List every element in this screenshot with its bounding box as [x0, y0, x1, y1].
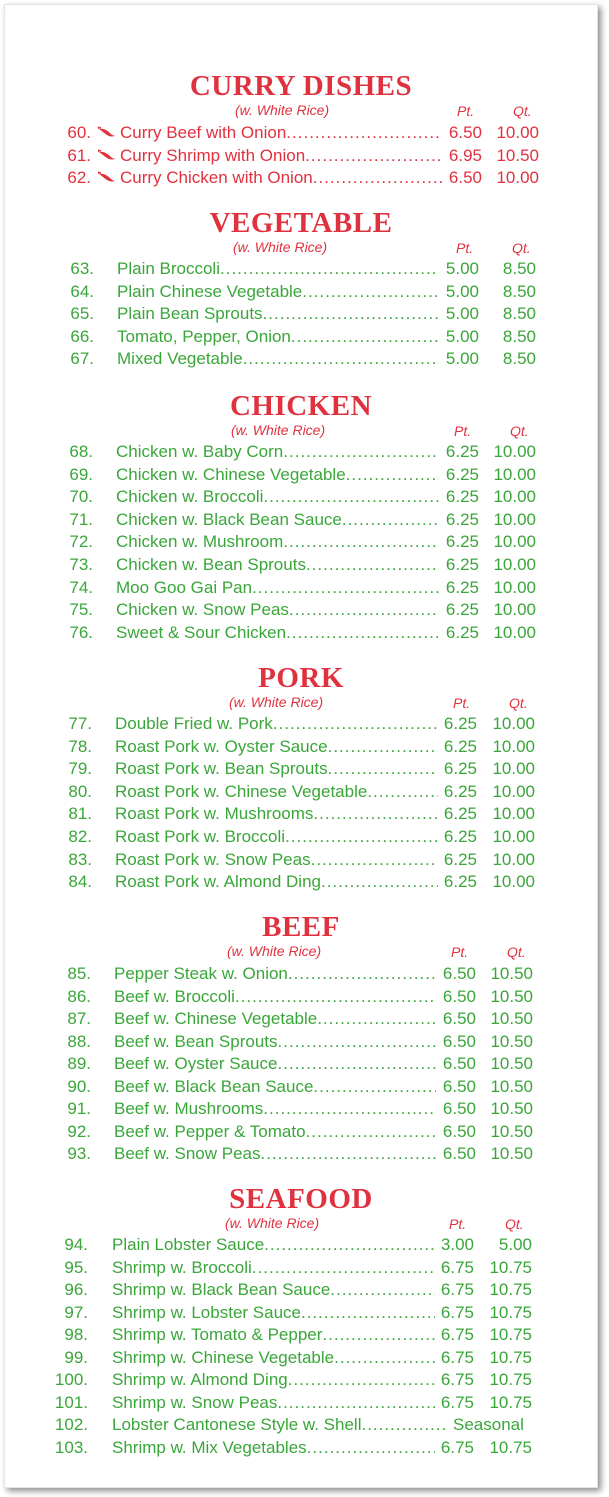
- pint-price: 6.95: [448, 145, 482, 165]
- pint-price: 6.75: [440, 1325, 474, 1344]
- item-name: Chicken w. Snow Peas: [116, 600, 289, 620]
- menu-item-row: [5, 849, 597, 871]
- dot-leader: [264, 1234, 435, 1256]
- pint-price: 6.50: [448, 123, 482, 142]
- item-number: 101.: [54, 1392, 88, 1412]
- dot-leader: [305, 145, 442, 167]
- dot-leader: [321, 871, 438, 893]
- dot-leader: [334, 1347, 435, 1369]
- item-name: Roast Pork w. Broccoli: [115, 827, 286, 846]
- quart-header: Qt.: [512, 240, 531, 256]
- item-number: 95.: [64, 1257, 88, 1277]
- item-number: 62.: [67, 168, 91, 187]
- pint-price: 6.25: [445, 442, 479, 461]
- menu-item-row: [5, 281, 597, 303]
- pint-price: 5.00: [445, 259, 479, 278]
- pint-price: 5.00: [445, 326, 479, 346]
- quart-price: 10.00: [493, 600, 536, 620]
- item-number: 71.: [69, 509, 93, 529]
- quart-header: Qt.: [507, 944, 526, 960]
- menu-item-row: [5, 122, 597, 144]
- menu-item-row: [5, 554, 597, 576]
- item-name: Beef w. Mushrooms: [114, 1099, 264, 1118]
- item-name: Roast Pork w. Bean Sprouts: [115, 759, 328, 779]
- item-number: 60.: [67, 123, 91, 142]
- seasonal-price: Seasonal: [453, 1415, 524, 1434]
- quart-price: 10.00: [492, 759, 535, 779]
- pint-header: Pt.: [457, 103, 475, 119]
- pint-price: 6.25: [443, 804, 477, 824]
- section-subtitle: (w. White Rice): [229, 694, 324, 710]
- pint-price: 6.25: [443, 781, 477, 801]
- menu-item-row: [5, 1437, 597, 1459]
- menu-item-row: [5, 167, 597, 189]
- dot-leader: [322, 1324, 435, 1346]
- dot-leader: [302, 281, 439, 303]
- item-number: 61.: [67, 145, 91, 165]
- menu-item-row: [5, 145, 597, 167]
- item-number: 74.: [69, 577, 93, 597]
- pint-price: 5.00: [445, 304, 479, 323]
- item-name: Chicken w. Chinese Vegetable: [116, 464, 346, 484]
- quart-price: 10.50: [490, 1076, 533, 1096]
- chili-pepper-icon: [98, 168, 118, 190]
- menu-item-row: [5, 303, 597, 325]
- item-number: 78.: [68, 736, 92, 756]
- quart-price: 10.00: [492, 872, 535, 892]
- menu-item-row: [5, 1143, 597, 1165]
- item-number: 98.: [64, 1325, 88, 1344]
- item-name: Shrimp w. Almond Ding: [112, 1370, 288, 1389]
- pint-price: 6.50: [442, 1121, 476, 1141]
- item-number: 80.: [68, 781, 92, 801]
- dot-leader: [328, 758, 438, 780]
- dot-leader: [342, 509, 439, 531]
- item-name: Beef w. Black Bean Sauce: [114, 1076, 314, 1096]
- quart-price: 10.75: [489, 1325, 532, 1344]
- dot-leader: [263, 1098, 436, 1120]
- quart-price: 10.00: [493, 532, 536, 552]
- item-number: 67.: [70, 349, 94, 368]
- item-number: 94.: [64, 1235, 88, 1254]
- menu-item-row: [5, 1234, 597, 1256]
- section-title: BEEF: [262, 911, 340, 943]
- menu-item-row: [5, 1257, 597, 1279]
- quart-price: 10.75: [489, 1257, 532, 1277]
- menu-item-row: [5, 871, 597, 893]
- dot-leader: [277, 1053, 436, 1075]
- item-number: 68.: [69, 442, 93, 461]
- pint-price: 6.25: [445, 532, 479, 552]
- dot-leader: [286, 622, 439, 644]
- menu-item-row: [5, 486, 597, 508]
- item-number: 93.: [67, 1144, 91, 1163]
- item-name: Moo Goo Gai Pan: [116, 577, 253, 597]
- quart-header: Qt.: [513, 103, 532, 119]
- item-name: Shrimp w. Mix Vegetables: [112, 1437, 307, 1457]
- item-name: Double Fried w. Pork: [115, 714, 273, 733]
- dot-leader: [311, 849, 438, 871]
- quart-price: 10.00: [493, 555, 536, 574]
- quart-price: 10.00: [493, 442, 536, 461]
- item-name: Plain Chinese Vegetable: [117, 281, 303, 301]
- item-name: Roast Pork w. Oyster Sauce: [115, 736, 328, 756]
- chili-pepper-icon: [98, 123, 118, 145]
- item-name: Beef w. Snow Peas: [114, 1144, 261, 1163]
- quart-price: 8.50: [502, 281, 536, 301]
- item-number: 81.: [68, 804, 92, 824]
- quart-price: 10.50: [490, 1099, 533, 1118]
- menu-item-row: [5, 736, 597, 758]
- pint-price: 6.25: [443, 736, 477, 756]
- item-name: Beef w. Pepper & Tomato: [114, 1121, 306, 1141]
- dot-leader: [313, 167, 442, 189]
- quart-price: 10.75: [489, 1302, 532, 1322]
- pint-price: 6.25: [445, 509, 479, 529]
- quart-price: 10.00: [492, 849, 535, 869]
- item-name: Beef w. Broccoli: [114, 986, 235, 1006]
- pint-price: 6.75: [440, 1280, 474, 1299]
- pint-price: 6.25: [445, 555, 479, 574]
- item-name: Curry Shrimp with Onion: [120, 145, 306, 165]
- item-name: Sweet & Sour Chicken: [116, 622, 287, 642]
- dot-leader: [367, 781, 438, 803]
- pint-header: Pt.: [451, 944, 469, 960]
- pint-price: 6.75: [440, 1302, 474, 1322]
- pint-price: 5.00: [445, 349, 479, 368]
- item-number: 75.: [69, 600, 93, 620]
- pint-header: Pt.: [453, 695, 471, 711]
- menu-item-row: [5, 1098, 597, 1120]
- item-number: 96.: [64, 1280, 88, 1299]
- dot-leader: [313, 1076, 436, 1098]
- item-name: Pepper Steak w. Onion: [114, 964, 288, 983]
- item-number: 77.: [68, 714, 92, 733]
- pint-price: 6.50: [448, 168, 482, 187]
- item-number: 65.: [70, 304, 94, 323]
- pint-price: 6.25: [445, 487, 479, 507]
- pint-price: 6.75: [440, 1370, 474, 1389]
- item-number: 66.: [70, 326, 94, 346]
- section-title: PORK: [258, 662, 344, 694]
- menu-item-row: [5, 1008, 597, 1030]
- section-subtitle: (w. White Rice): [231, 422, 326, 438]
- menu-item-row: [5, 1324, 597, 1346]
- menu-item-row: [5, 326, 597, 348]
- item-number: 76.: [69, 622, 93, 642]
- dot-leader: [252, 577, 439, 599]
- menu-item-row: [5, 1302, 597, 1324]
- item-number: 63.: [70, 259, 94, 278]
- pint-price: 6.75: [440, 1437, 474, 1457]
- pint-price: 6.50: [442, 1076, 476, 1096]
- item-name: Mixed Vegetable: [117, 349, 243, 368]
- item-number: 72.: [69, 532, 93, 552]
- menu-item-row: [5, 1392, 597, 1414]
- dot-leader: [277, 1392, 435, 1414]
- quart-price: 10.75: [489, 1347, 532, 1367]
- item-name: Curry Chicken with Onion: [120, 168, 313, 187]
- item-number: 88.: [67, 1031, 91, 1051]
- item-name: Beef w. Bean Sprouts: [114, 1031, 278, 1051]
- section-subtitle: (w. White Rice): [233, 239, 328, 255]
- item-number: 79.: [68, 759, 92, 779]
- item-number: 99.: [64, 1347, 88, 1367]
- dot-leader: [317, 1008, 436, 1030]
- item-number: 92.: [67, 1121, 91, 1141]
- dot-leader: [288, 1369, 435, 1391]
- menu-item-row: [5, 1076, 597, 1098]
- quart-price: 10.00: [492, 736, 535, 756]
- menu-item-row: [5, 758, 597, 780]
- dot-leader: [346, 464, 439, 486]
- quart-price: 10.50: [490, 964, 533, 983]
- item-number: 87.: [67, 1009, 91, 1028]
- quart-price: 10.00: [493, 577, 536, 597]
- pint-header: Pt.: [449, 1216, 467, 1232]
- pint-price: 6.50: [442, 986, 476, 1006]
- item-number: 86.: [67, 986, 91, 1006]
- dot-leader: [313, 803, 438, 825]
- dot-leader: [263, 486, 439, 508]
- dot-leader: [361, 1414, 447, 1436]
- dot-leader: [288, 963, 436, 985]
- pint-price: 6.50: [442, 1144, 476, 1163]
- menu-item-row: [5, 963, 597, 985]
- item-name: Chicken w. Bean Sprouts: [116, 555, 306, 574]
- quart-price: 8.50: [502, 326, 536, 346]
- item-number: 84.: [68, 872, 92, 892]
- item-name: Shrimp w. Broccoli: [112, 1257, 252, 1277]
- dot-leader: [273, 713, 438, 735]
- quart-price: 8.50: [502, 259, 536, 278]
- quart-price: 10.00: [493, 622, 536, 642]
- quart-header: Qt.: [510, 423, 529, 439]
- dot-leader: [235, 986, 436, 1008]
- item-name: Lobster Cantonese Style w. Shell: [112, 1415, 362, 1434]
- dot-leader: [220, 258, 439, 280]
- quart-price: 5.00: [498, 1235, 532, 1254]
- item-number: 100.: [54, 1370, 88, 1389]
- section-subtitle: (w. White Rice): [225, 1215, 320, 1231]
- menu-item-row: [5, 826, 597, 848]
- quart-price: 10.00: [496, 123, 539, 142]
- quart-price: 10.50: [496, 145, 539, 165]
- quart-price: 10.00: [492, 804, 535, 824]
- quart-price: 10.50: [490, 1031, 533, 1051]
- menu-item-row: [5, 509, 597, 531]
- quart-price: 10.75: [489, 1392, 532, 1412]
- dot-leader: [330, 1279, 435, 1301]
- quart-price: 10.50: [490, 1144, 533, 1163]
- chili-pepper-icon: [98, 146, 118, 168]
- menu-item-row: [5, 441, 597, 463]
- pint-header: Pt.: [454, 423, 472, 439]
- menu-item-row: [5, 803, 597, 825]
- section-title: VEGETABLE: [209, 207, 393, 239]
- dot-leader: [291, 326, 439, 348]
- menu-item-row: [5, 1414, 597, 1436]
- item-number: 91.: [67, 1099, 91, 1118]
- item-name: Plain Bean Sprouts: [117, 304, 263, 323]
- pint-price: 6.50: [442, 964, 476, 983]
- item-name: Roast Pork w. Chinese Vegetable: [115, 781, 368, 801]
- item-number: 90.: [67, 1076, 91, 1096]
- quart-header: Qt.: [509, 695, 528, 711]
- item-name: Shrimp w. Tomato & Pepper: [112, 1325, 323, 1344]
- section-title: SEAFOOD: [229, 1183, 373, 1215]
- dot-leader: [260, 1143, 436, 1165]
- menu-item-row: [5, 464, 597, 486]
- menu-item-row: [5, 986, 597, 1008]
- item-number: 69.: [69, 464, 93, 484]
- pint-price: 6.25: [445, 622, 479, 642]
- pint-price: 3.00: [440, 1235, 474, 1254]
- quart-price: 10.75: [489, 1437, 532, 1457]
- pint-price: 6.75: [440, 1392, 474, 1412]
- dot-leader: [289, 599, 439, 621]
- item-name: Shrimp w. Chinese Vegetable: [112, 1347, 335, 1367]
- item-number: 73.: [69, 555, 93, 574]
- item-number: 70.: [69, 487, 93, 507]
- pint-price: 6.25: [445, 600, 479, 620]
- quart-price: 8.50: [502, 304, 536, 323]
- menu-item-row: [5, 1031, 597, 1053]
- quart-price: 10.50: [490, 1121, 533, 1141]
- item-name: Roast Pork w. Mushrooms: [115, 804, 314, 824]
- dot-leader: [283, 531, 439, 553]
- dot-leader: [278, 1031, 437, 1053]
- dot-leader: [306, 554, 439, 576]
- section-title: CURRY DISHES: [189, 70, 413, 102]
- item-name: Chicken w. Black Bean Sauce: [116, 509, 342, 529]
- section-subtitle: (w. White Rice): [227, 943, 322, 959]
- dot-leader: [328, 736, 438, 758]
- menu-item-row: [5, 1121, 597, 1143]
- dot-leader: [243, 348, 439, 370]
- item-number: 82.: [68, 827, 92, 846]
- menu-page: [4, 4, 598, 1488]
- dot-leader: [301, 1302, 435, 1324]
- item-name: Chicken w. Baby Corn: [116, 442, 284, 461]
- pint-price: 6.75: [440, 1347, 474, 1367]
- menu-item-row: [5, 258, 597, 280]
- menu-item-row: [5, 1347, 597, 1369]
- quart-price: 10.50: [490, 1009, 533, 1028]
- item-name: Shrimp w. Black Bean Sauce: [112, 1280, 331, 1299]
- item-name: Chicken w. Mushroom: [116, 532, 284, 552]
- quart-price: 10.50: [490, 1054, 533, 1073]
- quart-price: 10.00: [492, 781, 535, 801]
- item-name: Tomato, Pepper, Onion: [117, 326, 291, 346]
- menu-item-row: [5, 348, 597, 370]
- item-name: Plain Broccoli: [117, 259, 220, 278]
- pint-price: 6.25: [443, 872, 477, 892]
- menu-item-row: [5, 781, 597, 803]
- quart-price: 10.75: [489, 1280, 532, 1299]
- dot-leader: [307, 1437, 435, 1459]
- pint-price: 6.50: [442, 1054, 476, 1073]
- menu-item-row: [5, 713, 597, 735]
- pint-price: 6.25: [443, 827, 477, 846]
- quart-price: 8.50: [502, 349, 536, 368]
- item-name: Curry Beef with Onion: [120, 123, 287, 142]
- menu-item-row: [5, 622, 597, 644]
- pint-header: Pt.: [456, 240, 474, 256]
- menu-item-row: [5, 1053, 597, 1075]
- item-name: Shrimp w. Snow Peas: [112, 1392, 278, 1412]
- item-number: 85.: [67, 964, 91, 983]
- quart-price: 10.50: [490, 986, 533, 1006]
- quart-price: 10.00: [493, 487, 536, 507]
- menu-item-row: [5, 1369, 597, 1391]
- dot-leader: [285, 826, 438, 848]
- pint-price: 6.50: [442, 1009, 476, 1028]
- section-subtitle: (w. White Rice): [235, 102, 330, 118]
- pint-price: 5.00: [445, 281, 479, 301]
- menu-item-row: [5, 577, 597, 599]
- item-name: Chicken w. Broccoli: [116, 487, 264, 507]
- quart-price: 10.00: [496, 168, 539, 187]
- menu-item-row: [5, 531, 597, 553]
- dot-leader: [286, 122, 442, 144]
- pint-price: 6.25: [443, 849, 477, 869]
- item-number: 89.: [67, 1054, 91, 1073]
- dot-leader: [283, 441, 439, 463]
- item-name: Beef w. Oyster Sauce: [114, 1054, 278, 1073]
- quart-price: 10.00: [493, 464, 536, 484]
- item-number: 64.: [70, 281, 94, 301]
- pint-price: 6.25: [443, 714, 477, 733]
- pint-price: 6.75: [440, 1257, 474, 1277]
- pint-price: 6.25: [443, 759, 477, 779]
- quart-price: 10.00: [493, 509, 536, 529]
- item-name: Plain Lobster Sauce: [112, 1235, 265, 1254]
- item-number: 102.: [54, 1415, 88, 1434]
- item-name: Roast Pork w. Snow Peas: [115, 849, 311, 869]
- pint-price: 6.50: [442, 1099, 476, 1118]
- pint-price: 6.25: [445, 464, 479, 484]
- item-number: 97.: [64, 1302, 88, 1322]
- pint-price: 6.25: [445, 577, 479, 597]
- item-number: 103.: [54, 1437, 88, 1457]
- quart-header: Qt.: [505, 1216, 524, 1232]
- quart-price: 10.00: [492, 714, 535, 733]
- quart-price: 10.00: [492, 827, 535, 846]
- quart-price: 10.75: [489, 1370, 532, 1389]
- pint-price: 6.50: [442, 1031, 476, 1051]
- item-name: Shrimp w. Lobster Sauce: [112, 1302, 301, 1322]
- section-title: CHICKEN: [229, 390, 373, 422]
- item-number: 83.: [68, 849, 92, 869]
- item-name: Roast Pork w. Almond Ding: [115, 872, 321, 892]
- dot-leader: [306, 1121, 436, 1143]
- menu-item-row: [5, 599, 597, 621]
- menu-item-row: [5, 1279, 597, 1301]
- item-name: Beef w. Chinese Vegetable: [114, 1009, 318, 1028]
- dot-leader: [263, 303, 439, 325]
- dot-leader: [252, 1257, 435, 1279]
